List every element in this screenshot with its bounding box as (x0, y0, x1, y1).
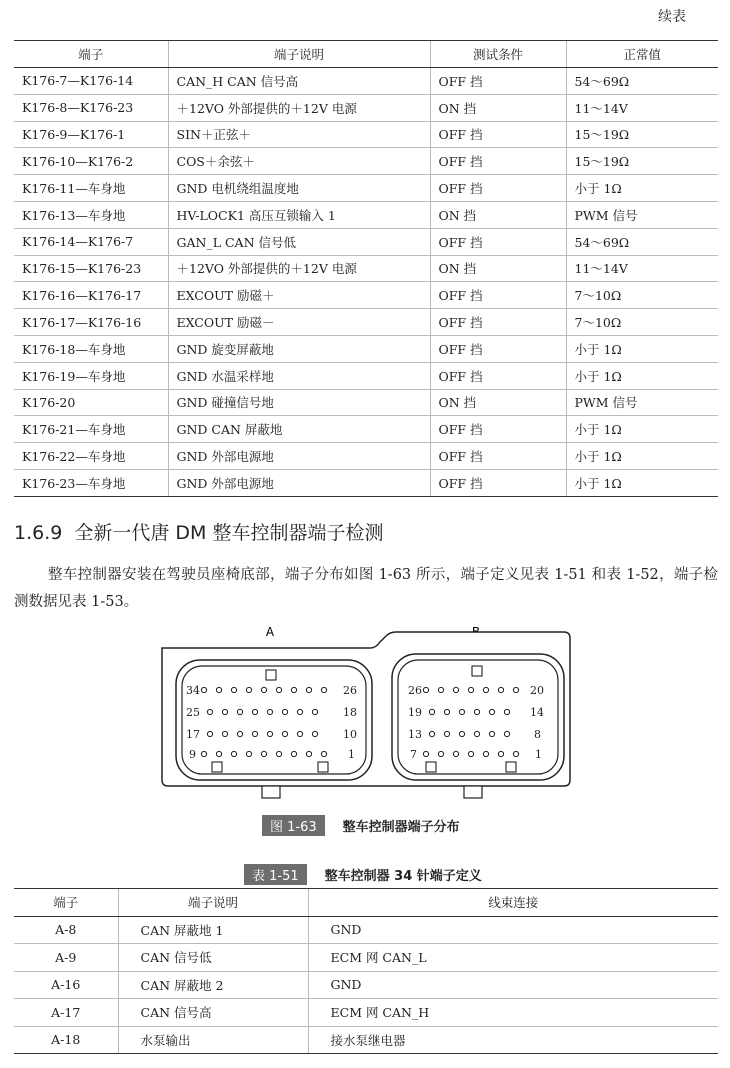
pin-hole (429, 709, 434, 714)
cell-value: 54～69Ω (566, 68, 718, 95)
pin-hole (246, 751, 251, 756)
cell-description: COS＋余弦＋ (168, 148, 430, 175)
cell-harness: ECM 网 CAN_H (308, 999, 718, 1027)
pin-definition-table (14, 888, 718, 1054)
pin-hole (267, 731, 272, 736)
key-a-top (266, 670, 276, 680)
table-row (14, 999, 718, 1027)
pin-hole (489, 709, 494, 714)
terminal-test-table (14, 40, 718, 497)
cell-terminal: A-17 (14, 999, 118, 1027)
pin-hole (276, 687, 281, 692)
table-header-row (14, 889, 718, 917)
pin-hole (306, 687, 311, 692)
pin-label-a-9: 9 (189, 748, 196, 761)
pin-label-b-19: 19 (408, 706, 422, 719)
pin-hole (423, 687, 428, 692)
pin-hole (474, 731, 479, 736)
cell-value: 11～14V (566, 94, 718, 121)
table2-tag: 表 1-51 (244, 864, 307, 885)
pin-hole (312, 709, 317, 714)
pin-hole (222, 731, 227, 736)
cell-description: GND 水温采样地 (168, 362, 430, 389)
pin-label-a-10: 10 (343, 728, 357, 741)
cell-terminal: K176-9—K176-1 (14, 121, 168, 148)
figure-tag: 图 1-63 (262, 815, 325, 836)
cell-description: SIN＋正弦＋ (168, 121, 430, 148)
table2-caption-text: 整车控制器 34 针端子定义 (324, 869, 482, 884)
cell-terminal: K176-19—车身地 (14, 362, 168, 389)
header-description: 端子说明 (118, 889, 308, 917)
pin-label-b-7: 7 (410, 748, 417, 761)
pin-hole (261, 687, 266, 692)
cell-terminal: A-16 (14, 971, 118, 999)
cell-description: 水泵输出 (118, 1026, 308, 1054)
cell-description: CAN_H CAN 信号高 (168, 68, 430, 95)
cell-description: GND 电机绕组温度地 (168, 175, 430, 202)
cell-description: ＋12VO 外部提供的＋12V 电源 (168, 255, 430, 282)
pin-hole (201, 687, 206, 692)
table-row (14, 309, 718, 336)
pin-hole (297, 709, 302, 714)
pin-hole (237, 709, 242, 714)
cell-condition: ON 挡 (430, 94, 566, 121)
table-row (14, 416, 718, 443)
cell-value: 7～10Ω (566, 309, 718, 336)
body-paragraph: 整车控制器安装在驾驶员座椅底部，端子分布如图 1-63 所示，端子定义见表 1-51 和表 1-52，端子检测数据见表 1-53。 (14, 567, 718, 610)
cell-condition: ON 挡 (430, 255, 566, 282)
key-b-top (472, 666, 482, 676)
cell-description: EXCOUT 励磁－ (168, 309, 430, 336)
header-terminal: 端子 (14, 889, 118, 917)
table-row (14, 944, 718, 972)
pin-hole (231, 751, 236, 756)
pin-hole (429, 731, 434, 736)
cell-terminal: K176-17—K176-16 (14, 309, 168, 336)
cell-harness: 接水泵继电器 (308, 1026, 718, 1054)
pin-label-b-13: 13 (408, 728, 422, 741)
pin-label-b-20: 20 (530, 684, 544, 697)
key-b-bottom-left (426, 762, 436, 772)
table-row (14, 121, 718, 148)
cell-condition: ON 挡 (430, 201, 566, 228)
cell-terminal: K176-7—K176-14 (14, 68, 168, 95)
pin-hole (291, 687, 296, 692)
pin-hole (483, 687, 488, 692)
table-row (14, 1026, 718, 1054)
figure-caption-text: 整车控制器端子分布 (342, 820, 460, 835)
cell-condition: OFF 挡 (430, 469, 566, 496)
housing-tab-b (464, 786, 482, 798)
cell-terminal: K176-10—K176-2 (14, 148, 168, 175)
table-row (14, 443, 718, 470)
header-harness: 线束连接 (308, 889, 718, 917)
table-row (14, 201, 718, 228)
key-a-bottom-left (212, 762, 222, 772)
table-row (14, 94, 718, 121)
cell-harness: GND (308, 916, 718, 944)
pin-hole (252, 709, 257, 714)
pin-hole (444, 731, 449, 736)
table-row (14, 282, 718, 309)
pin-hole (297, 731, 302, 736)
cell-terminal: K176-18—车身地 (14, 335, 168, 362)
cell-value: 小于 1Ω (566, 362, 718, 389)
pin-hole (321, 751, 326, 756)
cell-terminal: K176-16—K176-17 (14, 282, 168, 309)
cell-terminal: K176-22—车身地 (14, 443, 168, 470)
cell-value: 54～69Ω (566, 228, 718, 255)
pin-hole (459, 709, 464, 714)
pin-label-b-1: 1 (535, 748, 542, 761)
table-row (14, 228, 718, 255)
pin-label-b-14: 14 (530, 706, 544, 719)
section-heading (14, 518, 383, 545)
cell-value: 11～14V (566, 255, 718, 282)
pin-hole (237, 731, 242, 736)
pin-hole (222, 709, 227, 714)
pin-label-a-18: 18 (343, 706, 357, 719)
connector-a-label: A (265, 625, 275, 639)
cell-description: GND 旋变屏蔽地 (168, 335, 430, 362)
pin-hole (489, 731, 494, 736)
table-row (14, 362, 718, 389)
housing-tab-a (262, 786, 280, 798)
cell-terminal: K176-23—车身地 (14, 469, 168, 496)
cell-terminal: A-9 (14, 944, 118, 972)
cell-description: ＋12VO 外部提供的＋12V 电源 (168, 94, 430, 121)
cell-harness: GND (308, 971, 718, 999)
header-terminal: 端子 (14, 41, 168, 68)
cell-value: 小于 1Ω (566, 335, 718, 362)
pin-hole (453, 687, 458, 692)
cell-condition: OFF 挡 (430, 68, 566, 95)
pin-hole (282, 731, 287, 736)
pin-hole (246, 687, 251, 692)
table-header-row (14, 41, 718, 68)
pin-hole (438, 751, 443, 756)
pin-hole (483, 751, 488, 756)
cell-condition: OFF 挡 (430, 121, 566, 148)
key-b-bottom-right (506, 762, 516, 772)
cell-value: 7～10Ω (566, 282, 718, 309)
cell-value: PWM 信号 (566, 201, 718, 228)
cell-condition: OFF 挡 (430, 335, 566, 362)
pin-hole (438, 687, 443, 692)
pin-hole (468, 687, 473, 692)
pin-hole (312, 731, 317, 736)
pin-label-a-25: 25 (186, 706, 200, 719)
pin-hole (513, 751, 518, 756)
cell-terminal: K176-14—K176-7 (14, 228, 168, 255)
pin-label-b-26: 26 (408, 684, 422, 697)
cell-description: GAN_L CAN 信号低 (168, 228, 430, 255)
pin-hole (267, 709, 272, 714)
cell-description: GND 碰撞信号地 (168, 389, 430, 416)
section-title: 全新一代唐 DM 整车控制器端子检测 (74, 522, 384, 544)
table-row (14, 148, 718, 175)
table-row (14, 389, 718, 416)
pin-hole (291, 751, 296, 756)
pin-hole (282, 709, 287, 714)
pin-hole (216, 687, 221, 692)
cell-value: 小于 1Ω (566, 443, 718, 470)
pin-hole (498, 687, 503, 692)
cell-terminal: A-18 (14, 1026, 118, 1054)
table-row (14, 68, 718, 95)
connector-diagram (160, 622, 572, 812)
pin-hole (498, 751, 503, 756)
pin-hole (444, 709, 449, 714)
pin-hole (252, 731, 257, 736)
pin-hole (306, 751, 311, 756)
cell-value: 15～19Ω (566, 148, 718, 175)
cell-condition: OFF 挡 (430, 282, 566, 309)
cell-condition: OFF 挡 (430, 416, 566, 443)
figure-caption (262, 815, 460, 836)
table-row (14, 335, 718, 362)
cell-description: CAN 屏蔽地 1 (118, 916, 308, 944)
table-row (14, 916, 718, 944)
cell-condition: ON 挡 (430, 389, 566, 416)
pin-hole (261, 751, 266, 756)
pin-hole (201, 751, 206, 756)
cell-value: 小于 1Ω (566, 469, 718, 496)
table-row (14, 175, 718, 202)
pin-hole (513, 687, 518, 692)
cell-condition: OFF 挡 (430, 362, 566, 389)
pin-hole (207, 709, 212, 714)
pin-label-a-1: 1 (348, 748, 355, 761)
pin-hole (468, 751, 473, 756)
cell-description: CAN 信号低 (118, 944, 308, 972)
cell-value: 小于 1Ω (566, 416, 718, 443)
cell-terminal: A-8 (14, 916, 118, 944)
cell-harness: ECM 网 CAN_L (308, 944, 718, 972)
cell-value: 15～19Ω (566, 121, 718, 148)
pin-hole (459, 731, 464, 736)
cell-condition: OFF 挡 (430, 443, 566, 470)
cell-terminal: K176-8—K176-23 (14, 94, 168, 121)
cell-condition: OFF 挡 (430, 309, 566, 336)
cell-terminal: K176-15—K176-23 (14, 255, 168, 282)
cell-description: CAN 屏蔽地 2 (118, 971, 308, 999)
table-row (14, 971, 718, 999)
header-description: 端子说明 (168, 41, 430, 68)
pin-label-a-17: 17 (186, 728, 200, 741)
pin-label-a-26: 26 (343, 684, 357, 697)
cell-condition: OFF 挡 (430, 175, 566, 202)
pin-hole (504, 731, 509, 736)
pin-hole (423, 751, 428, 756)
pin-hole (321, 687, 326, 692)
pin-hole (474, 709, 479, 714)
cell-description: EXCOUT 励磁＋ (168, 282, 430, 309)
cell-description: CAN 信号高 (118, 999, 308, 1027)
pin-hole (453, 751, 458, 756)
pin-hole (231, 687, 236, 692)
section-number: 1.6.9 (14, 522, 63, 544)
pin-hole (504, 709, 509, 714)
pin-label-a-34: 34 (186, 684, 200, 697)
cell-terminal: K176-21—车身地 (14, 416, 168, 443)
cell-value: PWM 信号 (566, 389, 718, 416)
cell-description: GND 外部电源地 (168, 469, 430, 496)
key-a-bottom-right (318, 762, 328, 772)
cell-description: GND 外部电源地 (168, 443, 430, 470)
pin-label-b-8: 8 (534, 728, 541, 741)
table-row (14, 469, 718, 496)
cell-terminal: K176-11—车身地 (14, 175, 168, 202)
header-condition: 测试条件 (430, 41, 566, 68)
pin-hole (276, 751, 281, 756)
cell-value: 小于 1Ω (566, 175, 718, 202)
cell-description: HV-LOCK1 高压互锁输入 1 (168, 201, 430, 228)
table2-caption (244, 864, 482, 885)
continued-label: 续表 (658, 9, 686, 25)
pin-hole (207, 731, 212, 736)
table-row (14, 255, 718, 282)
cell-condition: OFF 挡 (430, 148, 566, 175)
cell-condition: OFF 挡 (430, 228, 566, 255)
pin-hole (216, 751, 221, 756)
cell-description: GND CAN 屏蔽地 (168, 416, 430, 443)
cell-terminal: K176-13—车身地 (14, 201, 168, 228)
cell-terminal: K176-20 (14, 389, 168, 416)
header-normal-value: 正常值 (566, 41, 718, 68)
